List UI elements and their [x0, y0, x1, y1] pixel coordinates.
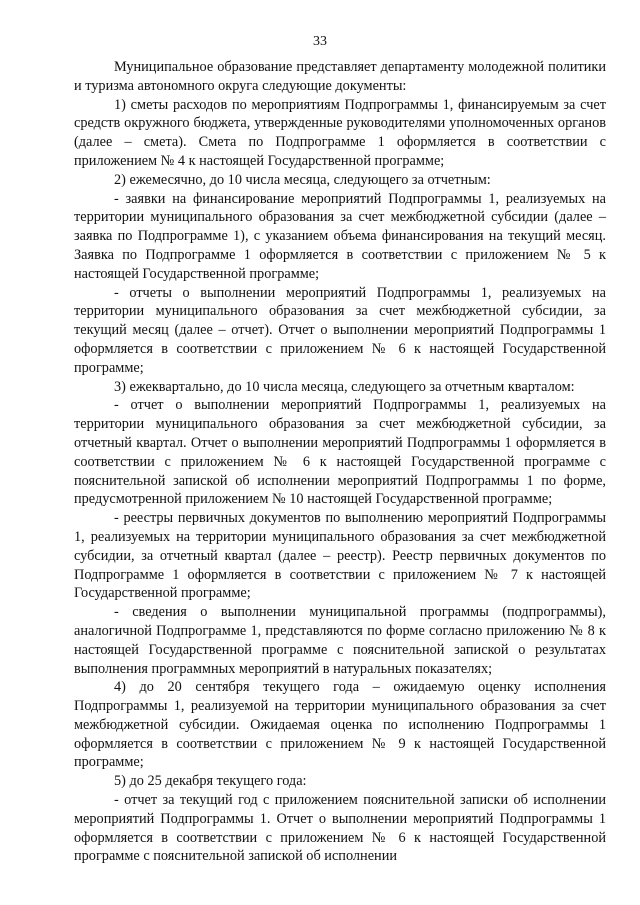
paragraph-item-3-registers: - реестры первичных документов по выполнению мероприятий Подпрограммы 1, реализуемых на территории муниципального образования за счет межбюджетной субсидии, за отчетный квартал (далее – реестр). Реестр первичных документов по Подпрограмме 1 оформляется в соответствии с приложением № 7 к настоящей Государственной программе;: [74, 510, 606, 602]
paragraph-item-4: 4) до 20 сентября текущего года – ожидаемую оценку исполнения Подпрограммы 1, реализуемой на территории муниципального образования за счет межбюджетной субсидии. Ожидаемая оценка по исполнению Подпрограммы 1 оформляется в соответствии с приложением № 9 к настоящей Государственной программе;: [74, 679, 606, 771]
paragraph-item-2-reports: - отчеты о выполнении мероприятий Подпрограммы 1, реализуемых на территории муниципального образования за счет межбюджетной субсидии, за текущий месяц (далее – отчет). Отчет о выполнении мероприятий Подпрограммы 1 оформляется в соответствии с приложением № 6 к настоящей Государственной программе;: [74, 284, 606, 376]
body-text: [74, 58, 606, 866]
paragraph-item-3: 3) ежеквартально, до 10 числа месяца, следующего за отчетным кварталом:: [114, 378, 575, 395]
paragraph-item-5-report: - отчет за текущий год с приложением пояснительной записки об исполнении мероприятий Подпрограммы 1. Отчет о выполнении мероприятий Подпрограммы 1 оформляется в соответствии с приложением № 6 к настоящей Государственной программе с пояснительной запиской об исполнении: [74, 792, 606, 865]
paragraph-item-1: 1) сметы расходов по мероприятиям Подпрограммы 1, финансируемым за счет средств окружного бюджета, утвержденные руководителями уполномоченных органов (далее – смета). Смета по Подпрограмме 1 оформляется в соответствии с приложением № 4 к настоящей Государственной программе;: [74, 96, 606, 169]
paragraph-item-2-requests: - заявки на финансирование мероприятий Подпрограммы 1, реализуемых на территории муниципального образования за счет межбюджетной субсидии (далее – заявка по Подпрограмме 1), с указанием объема финансирования на текущий месяц. Заявка по Подпрограмме 1 оформляется в соответствии с приложением № 5 к настоящей Государственной программе;: [74, 190, 606, 282]
paragraph-item-3-report: - отчет о выполнении мероприятий Подпрограммы 1, реализуемых на территории муниципального образования за счет межбюджетной субсидии, за отчетный квартал. Отчет о выполнении мероприятий Подпрограммы 1 оформляется в соответствии с приложением № 6 к настоящей Государственной программе с пояснительной запиской об исполнении мероприятий Подпрограммы 1 по форме, предусмотренной приложением № 10 настоящей Государственной программе;: [74, 397, 606, 508]
paragraph-item-5: 5) до 25 декабря текущего года:: [114, 773, 307, 790]
paragraph-intro: Муниципальное образование представляет департаменту молодежной политики и туризма автономного округа следующие документы:: [74, 59, 606, 94]
paragraph-item-3-info: - сведения о выполнении муниципальной программы (подпрограммы), аналогичной Подпрограмме 1, представляются по форме согласно приложению № 8 к настоящей Государственной программе с пояснительной запиской о результатах выполнения программных мероприятий в натуральных показателях;: [74, 604, 606, 677]
page-number: 33: [313, 34, 327, 49]
paragraph-item-2: 2) ежемесячно, до 10 числа месяца, следующего за отчетным:: [114, 171, 491, 188]
